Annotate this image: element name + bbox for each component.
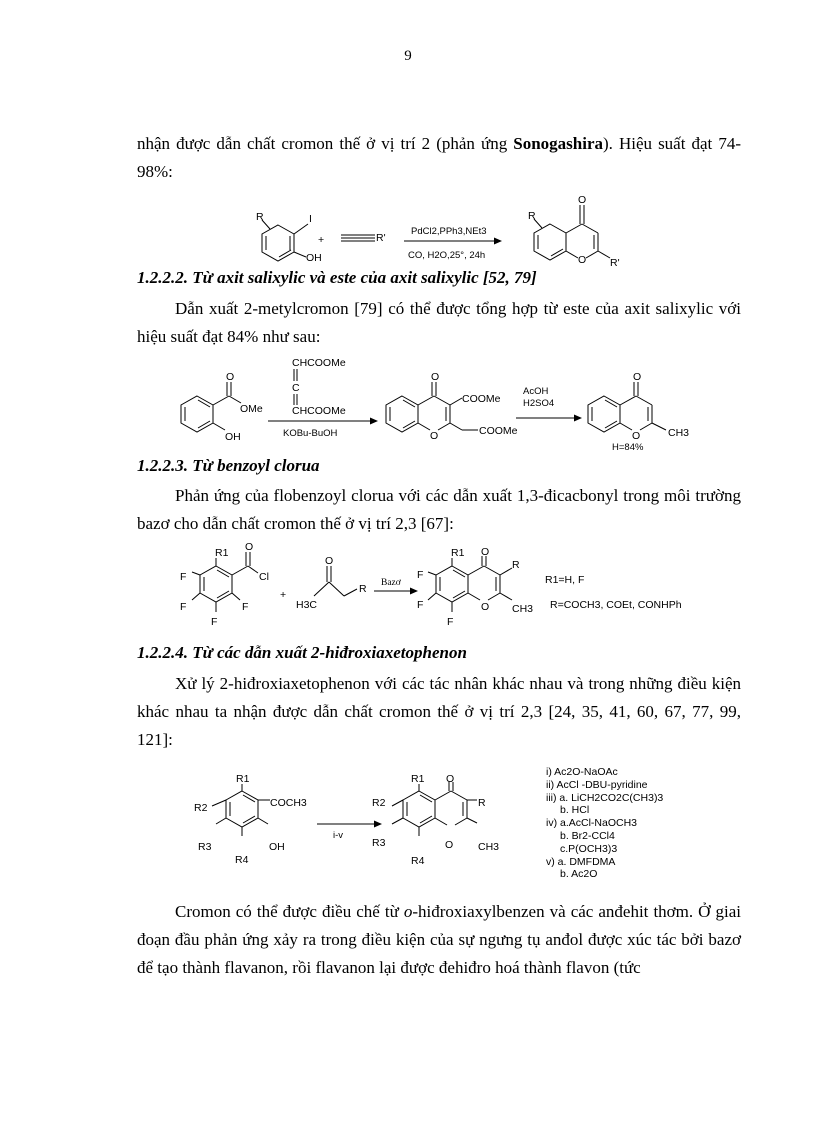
condition-v-a: v) a. DMFDMA: [546, 855, 616, 868]
r4-label-4-product: R4: [411, 855, 425, 867]
base-label: KOBu-BuOH: [283, 428, 338, 439]
yield-label: H=84%: [612, 442, 644, 453]
base-label-3: Bazơ: [381, 578, 401, 588]
substituent-note-1: R1=H, F: [545, 574, 585, 586]
r-label-product-3: R: [512, 559, 520, 571]
acyl-oxygen: O: [245, 541, 254, 553]
paragraph-flavanone: Cromon có thể được điều chế từ o-hiđroxiaxylbenzen và các anđehit thơm. Ở giai đoạn đầu phản ứng xảy ra trong điều kiện của sự ngưng tụ anđol được xúc tác bởi bazơ để tạo thành flavanon, rồi flavanon lại được đehiđro hoá thành flavon (tức: [137, 902, 741, 977]
fluoro-label-4: F: [211, 616, 218, 628]
reagent-allene-c: C: [292, 382, 300, 394]
r-label-product: R: [528, 210, 536, 222]
condition-iii-a: iii) a. LiCH2CO2C(CH3)3: [546, 791, 664, 804]
condition-iv-a: iv) a.AcCl-NaOCH3: [546, 817, 638, 830]
methyl-label-4: CH3: [478, 841, 500, 853]
ring-oxygen-5: O: [481, 601, 490, 613]
keto-oxygen-5: O: [481, 546, 490, 558]
coch3-label: COCH3: [270, 797, 307, 809]
ome-label: OMe: [240, 403, 263, 415]
paragraph-hydroxyacetophenone: Xử lý 2-hiđroxiaxetophenon với các tác nhân khác nhau và trong những điều kiện khác nhau ta nhận được dẫn chất cromon thế ở vị trí 2,3 [24, 35, 41, 60, 67, 77, 99, 121]:: [137, 674, 741, 749]
rprime-label-product: R': [610, 257, 620, 269]
condition-ii: ii) AcCl -DBU-pyridine: [546, 778, 648, 791]
condition-i: i) Ac2O-NaOAc: [546, 766, 618, 778]
ring-oxygen-3: O: [632, 430, 641, 442]
oh-label-4: OH: [269, 841, 285, 853]
r-label-4-product: R: [478, 797, 486, 809]
oh-label: OH: [306, 252, 322, 264]
heading-hydroxyacetophenone: 1.2.2.4. Từ các dẫn xuất 2-hiđroxiaxetophenon: [137, 643, 467, 662]
r-label-3: R: [359, 583, 367, 595]
fluoro-label-1: F: [180, 571, 187, 583]
chloro-label: Cl: [259, 571, 269, 583]
plus-sign: +: [318, 234, 325, 246]
oh-label-2: OH: [225, 431, 241, 443]
keto-oxygen: O: [578, 194, 587, 206]
condition-bottom: CO, H2O,25°, 24h: [408, 250, 486, 261]
paragraph-salicylic: Dẫn xuất 2-metylcromon [79] có thể được tổng hợp từ este của axit salixylic với hiệu suất đạt 84% như sau:: [137, 299, 741, 346]
coome-label-1: COOMe: [462, 393, 501, 405]
coome-label-2: COOMe: [479, 425, 518, 437]
r1-label-product: R1: [451, 547, 465, 559]
fluoro-label-5: F: [417, 569, 424, 581]
paragraph-sonogashira: nhận được dẫn chất cromon thế ở vị trí 2 (phản ứng Sonogashira). Hiệu suất đạt 74-98%:: [137, 134, 741, 181]
r2-label-4: R2: [194, 802, 208, 814]
ring-oxygen-2: O: [430, 430, 439, 442]
condition-v-b: b. Ac2O: [560, 868, 598, 881]
r3-label-4: R3: [198, 841, 212, 853]
ester-oxygen: O: [226, 371, 235, 383]
acoh-label: AcOH: [523, 386, 549, 397]
r3-label-4-product: R3: [372, 837, 386, 849]
condition-top: PdCl2,PPh3,NEt3: [411, 226, 487, 237]
keto-oxygen-3: O: [633, 371, 642, 383]
r4-label-4: R4: [235, 854, 249, 866]
arrow-label-iv: i-v: [333, 830, 344, 841]
reaction-conditions-list: [546, 766, 663, 881]
keto-oxygen-2: O: [431, 371, 440, 383]
h2so4-label: H2SO4: [523, 398, 555, 409]
paragraph-benzoyl: Phản ứng của flobenzoyl clorua với các dẫn xuất 1,3-đicacbonyl trong môi trường bazơ cho dẫn chất cromon thế ở vị trí 2,3 [67]:: [137, 486, 741, 533]
h3c-label: H3C: [296, 599, 318, 611]
methyl-label: CH3: [668, 427, 690, 439]
r-label: R: [256, 211, 264, 223]
condition-iv-b: b. Br2-CCl4: [560, 829, 615, 842]
heading-benzoyl: 1.2.2.3. Từ benzoyl clorua: [137, 456, 320, 475]
keto-oxygen-6: O: [446, 773, 455, 785]
rprime-label: R': [376, 232, 386, 244]
fluoro-label-6: F: [417, 599, 424, 611]
reagent-top: CHCOOMe: [292, 357, 346, 369]
r1-label: R1: [215, 547, 229, 559]
methyl-label-3: CH3: [512, 603, 534, 615]
fluoro-label-2: F: [180, 601, 187, 613]
reagent-bottom: CHCOOMe: [292, 405, 346, 417]
heading-salicylic: 1.2.2.2. Từ axit salixylic và este của axit salixylic [52, 79]: [137, 268, 537, 287]
keto-oxygen-4: O: [325, 555, 334, 567]
condition-iv-c: c.P(OCH3)3: [560, 842, 618, 855]
ring-oxygen: O: [578, 254, 587, 266]
substituent-note-2: R=COCH3, COEt, CONHPh: [550, 599, 682, 611]
plus-sign-3: +: [280, 589, 287, 601]
condition-iii-b: b. HCl: [560, 804, 590, 817]
iodo-label: I: [309, 213, 312, 225]
fluoro-label-7: F: [447, 616, 454, 628]
r1-label-4-product: R1: [411, 773, 425, 785]
ring-oxygen-6: O: [445, 839, 454, 851]
r1-label-4: R1: [236, 773, 250, 785]
page-number: 9: [404, 48, 412, 64]
fluoro-label-3: F: [242, 601, 249, 613]
r2-label-4-product: R2: [372, 797, 386, 809]
